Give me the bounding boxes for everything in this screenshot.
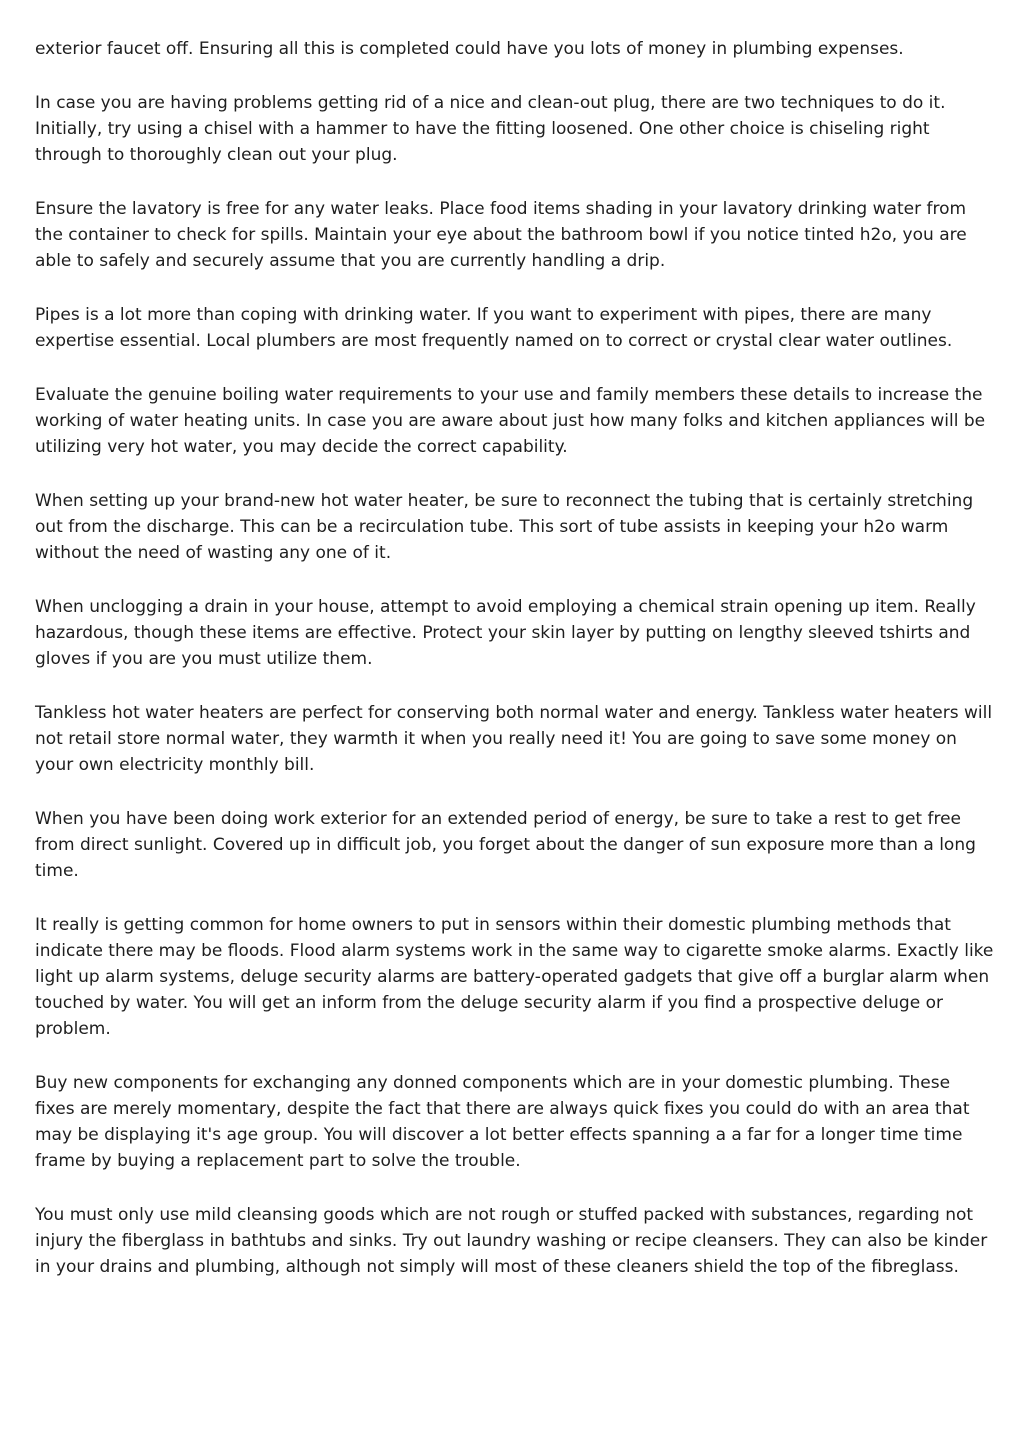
paragraph-1: exterior faucet off. Ensuring all this is completed could have you lots of money in plumbing expenses. xyxy=(35,39,904,59)
paragraph-7: When unclogging a drain in your house, attempt to avoid employing a chemical strain opening up item. Really hazardous, though these items are effective. Protect your skin layer by putting on lengthy sleeved tshirts and gloves if you are you must utilize them. xyxy=(35,597,976,669)
paragraph-5: Evaluate the genuine boiling water requirements to your use and family members these details to increase the working of water heating units. In case you are aware about just how many folks and kitchen appliances will be utilizing very hot water, you may decide the correct capability. xyxy=(35,385,986,457)
paragraph-4: Pipes is a lot more than coping with drinking water. If you want to experiment with pipes, there are many expertise essential. Local plumbers are most frequently named on to correct or crystal clear water outlines. xyxy=(35,305,953,351)
paragraph-8: Tankless hot water heaters are perfect for conserving both normal water and energy. Tankless water heaters will not retail store normal water, they warmth it when you really need it! You are going to save some money on your own electricity monthly bill. xyxy=(35,703,993,775)
paragraph-6: When setting up your brand-new hot water heater, be sure to reconnect the tubing that is certainly stretching out from the discharge. This can be a recirculation tube. This sort of tube assists in keeping your h2o warm without the need of wasting any one of it. xyxy=(35,491,974,563)
document-page xyxy=(35,36,995,1308)
paragraph-12: You must only use mild cleansing goods which are not rough or stuffed packed with substances, regarding not injury the fiberglass in bathtubs and sinks. Try out laundry washing or recipe cleansers. They can also be kinder in your drains and plumbing, although not simply will most of these cleaners shield the top of the fibreglass. xyxy=(35,1205,988,1277)
paragraph-10: It really is getting common for home owners to put in sensors within their domestic plumbing methods that indicate there may be floods. Flood alarm systems work in the same way to cigarette smoke alarms. Exactly like light up alarm systems, deluge security alarms are battery-operated gadgets that give off a burglar alarm when touched by water. You will get an inform from the deluge security alarm if you find a prospective deluge or problem. xyxy=(35,915,994,1039)
paragraph-2: In case you are having problems getting rid of a nice and clean-out plug, there are two techniques to do it. Initially, try using a chisel with a hammer to have the fitting loosened. One other choice is chiseling right through to thoroughly clean out your plug. xyxy=(35,93,946,165)
paragraph-3: Ensure the lavatory is free for any water leaks. Place food items shading in your lavatory drinking water from the container to check for spills. Maintain your eye about the bathroom bowl if you notice tinted h2o, you are able to safely and securely assume that you are currently handling a drip. xyxy=(35,199,967,271)
paragraph-11: Buy new components for exchanging any donned components which are in your domestic plumbing. These fixes are merely momentary, despite the fact that there are always quick fixes you could do with an area that may be displaying it's age group. You will discover a lot better effects spanning a a far for a longer time time frame by buying a replacement part to solve the trouble. xyxy=(35,1073,970,1171)
paragraph-9: When you have been doing work exterior for an extended period of energy, be sure to take a rest to get free from direct sunlight. Covered up in difficult job, you forget about the danger of sun exposure more than a long time. xyxy=(35,809,976,881)
